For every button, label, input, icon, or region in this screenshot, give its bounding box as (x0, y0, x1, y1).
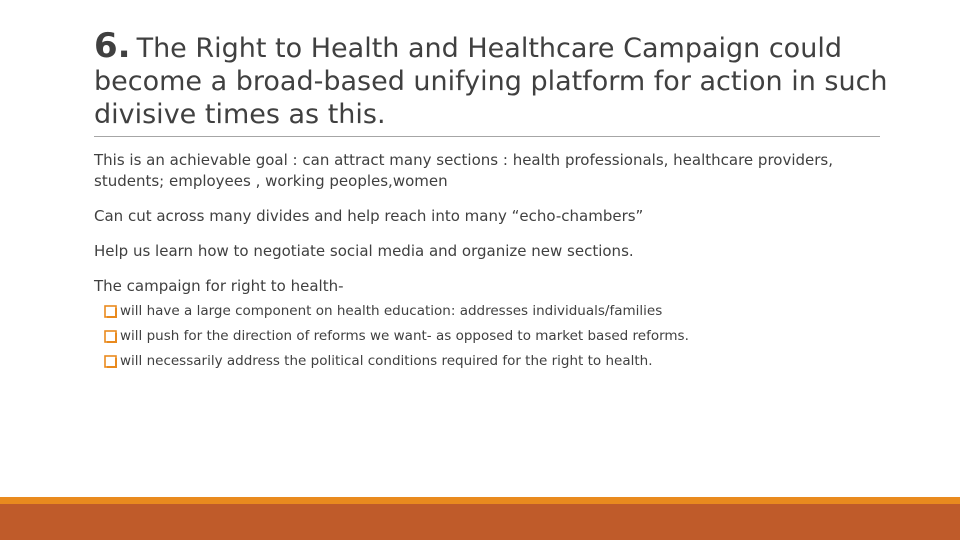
bullet-list (94, 299, 874, 374)
slide-body (94, 150, 874, 374)
checkbox-bullet-icon (104, 330, 117, 343)
bullet-item (94, 349, 874, 374)
bullet-item (94, 324, 874, 349)
checkbox-bullet-icon (104, 305, 117, 318)
body-paragraph: This is an achievable goal : can attract many sections : health professionals, healthcare providers, students; employees , working peoples,women (94, 151, 834, 190)
bullet-item (94, 299, 874, 324)
footer-bar (0, 504, 960, 540)
title-divider (94, 136, 880, 137)
slide-title (94, 26, 894, 131)
bullet-text: will push for the direction of reforms we want- as opposed to market based reforms. (120, 328, 689, 344)
footer-accent-strip (0, 497, 960, 504)
body-paragraph: Help us learn how to negotiate social media and organize new sections. (94, 242, 634, 260)
title-number: 6. (94, 26, 131, 66)
title-text: The Right to Health and Healthcare Campaign could become a broad-based unifying platform for action in such divisive times as this. (94, 33, 888, 130)
bullet-text: will necessarily address the political conditions required for the right to health. (120, 353, 653, 369)
checkbox-bullet-icon (104, 355, 117, 368)
body-paragraph: Can cut across many divides and help reach into many “echo-chambers” (94, 207, 644, 225)
body-paragraph: The campaign for right to health- (94, 277, 344, 295)
bullet-text: will have a large component on health education: addresses individuals/families (120, 303, 663, 319)
